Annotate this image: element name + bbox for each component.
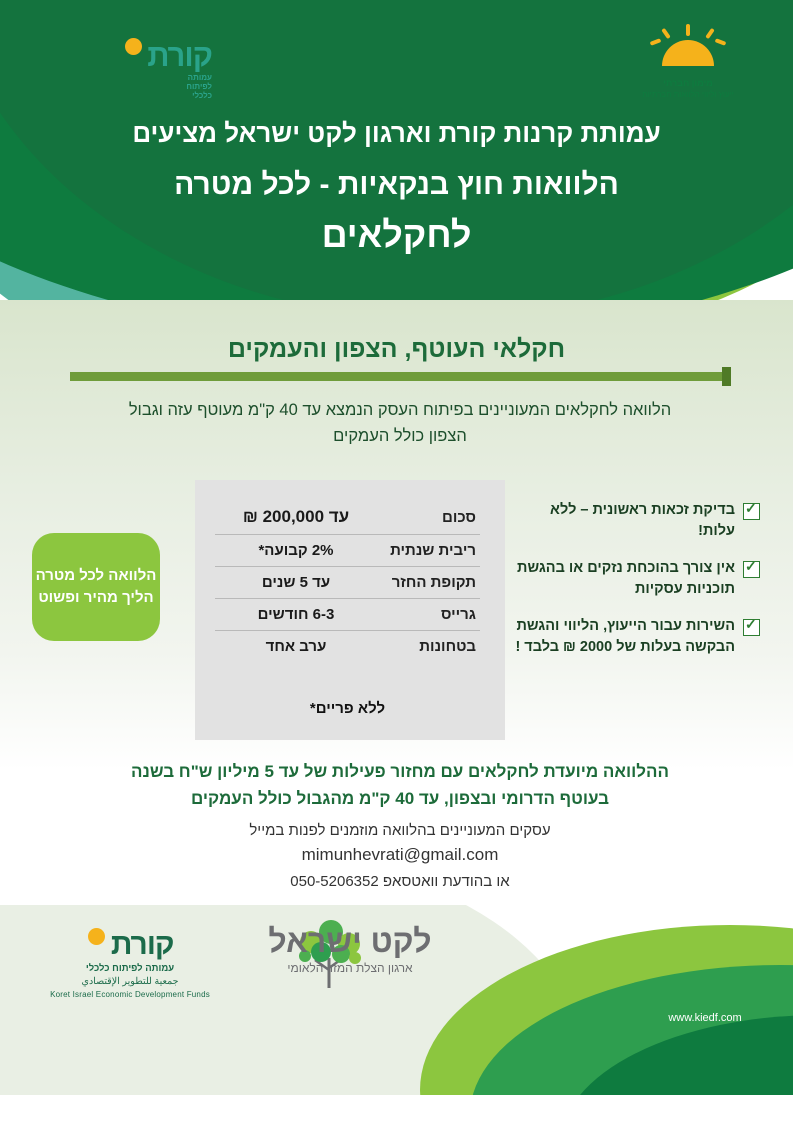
sun-ray-icon bbox=[661, 28, 671, 39]
list-item bbox=[510, 616, 760, 658]
terms-table bbox=[215, 500, 480, 662]
koret-logo-wordmark-bottom: קורת bbox=[110, 928, 174, 961]
sunrise-icon bbox=[583, 24, 793, 76]
koret-sub-line-2: לפיתוח bbox=[186, 82, 212, 92]
promo-bubble-line-2: הליך מהיר ופשוט bbox=[38, 589, 154, 606]
footer-line-2: בעוטף הדרומי ובצפון, עד 40 ק"מ מהגבול כולל העמקים bbox=[190, 789, 610, 809]
footer-text-block bbox=[70, 758, 730, 890]
footer-line-3: עסקים המעוניינים בהלוואה מוזמנים לפנות במייל bbox=[249, 822, 551, 840]
koret-logo-subtitle bbox=[22, 73, 212, 101]
subheading: חקלאי העוטף, הצפון והעמקים bbox=[227, 335, 566, 363]
sun-icon bbox=[88, 928, 105, 945]
hero-line-3: לחקלאים bbox=[321, 214, 472, 256]
leket-subtitle: ארגון הצלת המזון הלאומי bbox=[287, 961, 413, 975]
koret-english-subtitle: Koret Israel Economic Development Funds bbox=[50, 990, 210, 999]
mimun-logo-subtitle: ייעוץ וליווי הלוואות חברתיות bbox=[642, 90, 734, 99]
koret-logo-wordmark: קורת bbox=[147, 38, 212, 73]
contact-email[interactable]: mimunhevrati@gmail.com bbox=[301, 845, 499, 865]
checkmark-icon bbox=[743, 561, 760, 578]
list-item bbox=[510, 558, 760, 600]
promo-bubble-line-1: הלוואה לכל מטרה bbox=[35, 566, 157, 584]
white-strip bbox=[0, 1095, 793, 1123]
sun-ray-icon bbox=[715, 38, 727, 46]
terms-label: בטחונות bbox=[419, 638, 476, 655]
table-row bbox=[215, 535, 480, 567]
intro-paragraph: הלוואה לחקלאים המעוניינים בפיתוח העסק הנמצא עד 40 ק"מ מעוטף עזה וגבול הצפון כולל העמקים bbox=[128, 401, 672, 445]
terms-label: גרייס bbox=[377, 599, 480, 631]
sun-ray-icon bbox=[686, 24, 690, 36]
promo-bubble bbox=[32, 533, 160, 641]
koret-hebrew-subtitle: עמותה לפיתוח כלכלי bbox=[85, 963, 175, 974]
terms-label: ריבית שנתית bbox=[377, 535, 480, 567]
terms-value: ערב אחד bbox=[265, 638, 327, 655]
sun-icon bbox=[125, 38, 142, 55]
sun-core-shape bbox=[662, 40, 714, 66]
terms-value: עד 5 שנים bbox=[215, 567, 377, 599]
leket-wordmark: לקט ישראל bbox=[268, 923, 432, 959]
benefits-checklist bbox=[510, 500, 760, 674]
table-row bbox=[215, 631, 480, 663]
koret-logo-bottom bbox=[35, 930, 225, 999]
sun-ray-icon bbox=[650, 38, 662, 46]
hero-line-2: הלוואות חוץ בנקאיות - לכל מטרה bbox=[174, 168, 619, 202]
leket-logo bbox=[235, 925, 465, 975]
terms-value: 2% קבועה* bbox=[215, 535, 377, 567]
footer-line-1: ההלוואה מיועדת לחקלאים עם מחזור פעילות של עד 5 מיליון ש"ח בשנה bbox=[131, 762, 669, 781]
terms-value: 6-3 חודשים bbox=[215, 599, 377, 631]
table-row bbox=[215, 599, 480, 631]
checkmark-icon bbox=[743, 503, 760, 520]
sun-ray-icon bbox=[705, 28, 715, 39]
terms-value: עד 200,000 ₪ bbox=[215, 500, 377, 535]
koret-logo-top bbox=[22, 40, 212, 100]
contact-whatsapp[interactable]: או בהודעת וואטסאפ 050-5206352 bbox=[290, 873, 510, 891]
table-row bbox=[215, 500, 480, 535]
mimun-logo-title: מימון חברתי bbox=[663, 78, 713, 88]
website-url[interactable]: www.kiedf.com bbox=[668, 1012, 742, 1024]
table-row bbox=[215, 567, 480, 599]
terms-label: סכום bbox=[377, 500, 480, 535]
koret-sub-line-1: עמותה bbox=[187, 73, 212, 82]
checklist-text: בדיקת זכאות ראשונית – ללא עלות! bbox=[550, 502, 735, 540]
koret-sub-line-3: כלכלי bbox=[192, 91, 212, 101]
hero-line-1: עמותת קרנות קורת וארגון לקט ישראל מציעים bbox=[132, 118, 661, 148]
checklist-text: אין צורך בהוכחת נזקים או בהגשת תוכניות עסקיות bbox=[517, 560, 735, 598]
terms-label: תקופת החזר bbox=[377, 567, 480, 599]
mimun-hevrati-logo bbox=[583, 24, 793, 99]
list-item bbox=[510, 500, 760, 542]
divider-rule bbox=[70, 372, 730, 381]
hero-text bbox=[0, 118, 793, 256]
checklist-text: השירות עבור הייעוץ, הליווי והגשת הבקשה בעלות של 2000 ₪ בלבד ! bbox=[515, 618, 735, 656]
koret-arabic-subtitle: جمعية للتطوير الإقتصادي bbox=[81, 976, 179, 987]
terms-footnote: ללא פריים* bbox=[309, 700, 386, 717]
checkmark-icon bbox=[743, 619, 760, 636]
